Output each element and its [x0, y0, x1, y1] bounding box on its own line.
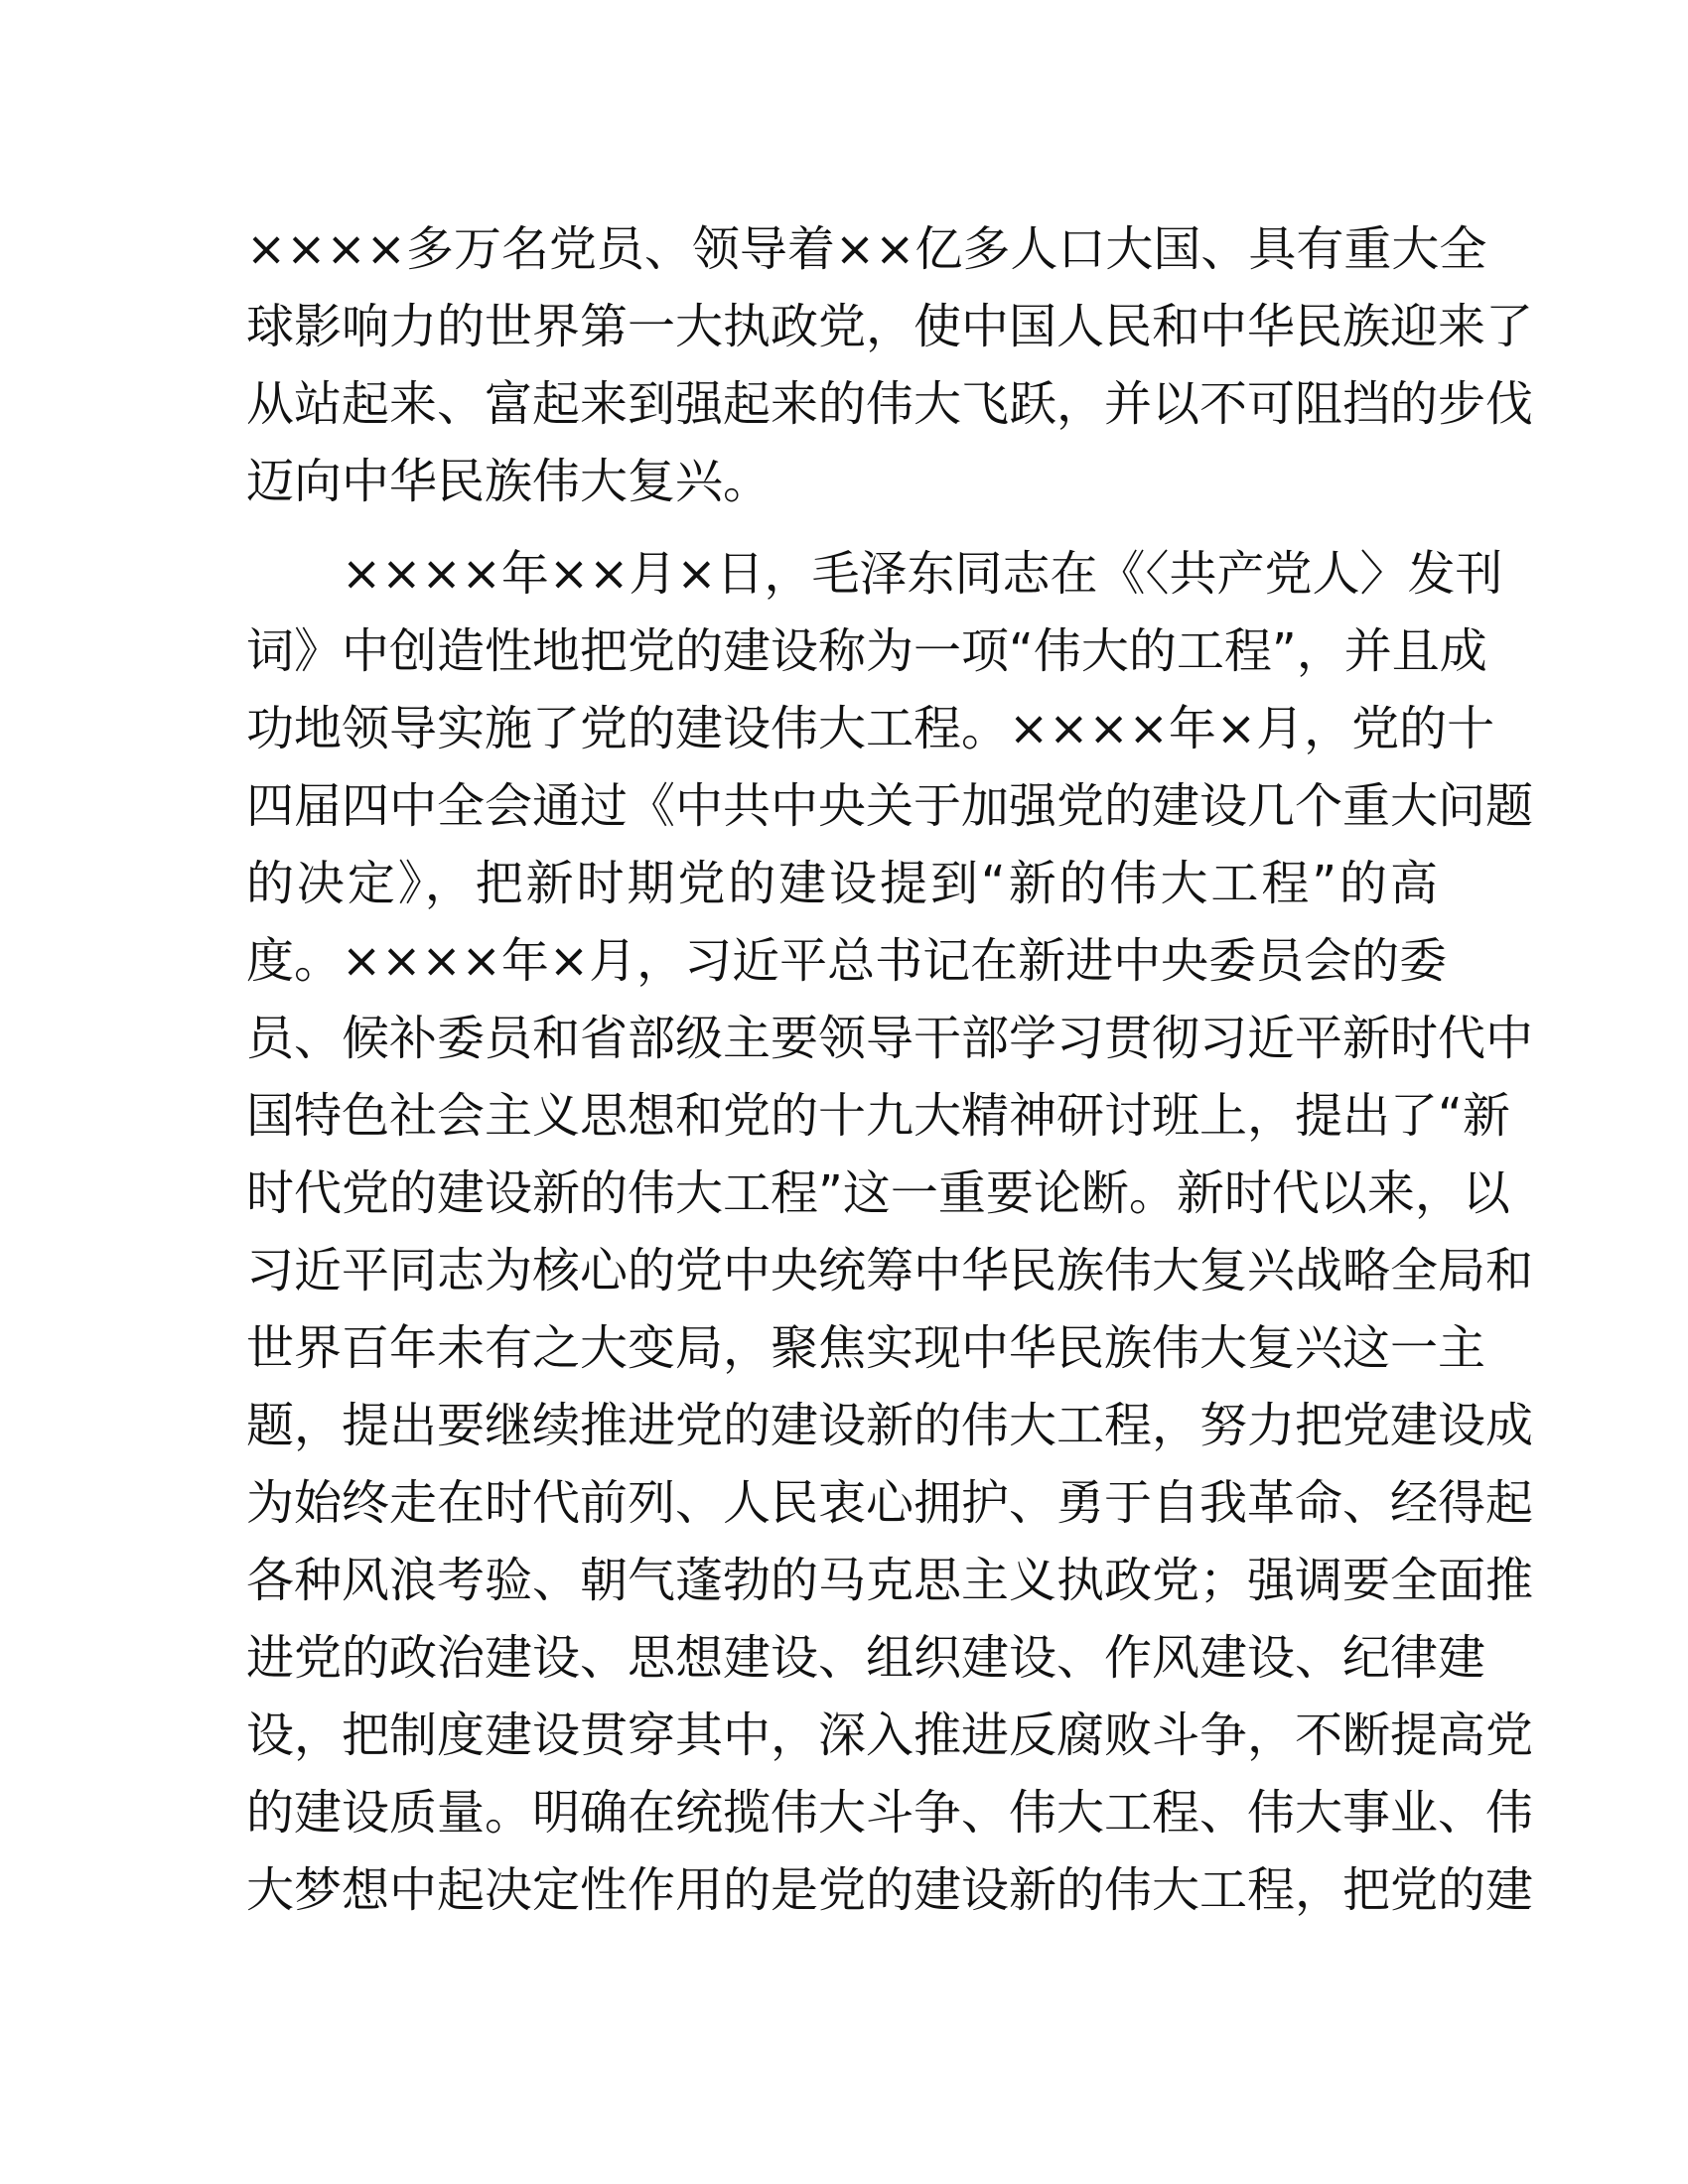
text-line: 大梦想中起决定性作用的是党的建设新的伟大工程，把党的建	[246, 1862, 1534, 1918]
text-line: 的建设质量。明确在统揽伟大斗争、伟大工程、伟大事业、伟	[246, 1785, 1534, 1841]
paragraph-1	[246, 210, 1534, 520]
text-line: 为始终走在时代前列、人民衷心拥护、勇于自我革命、经得起	[246, 1475, 1534, 1531]
paragraph-spacing	[246, 520, 1438, 535]
text-line: 的决定》，把新时期党的建设提到“新的伟大工程”的高	[246, 856, 1438, 911]
text-line: 迈向中华民族伟大复兴。	[246, 454, 772, 509]
text-line: 世界百年未有之大变局，聚焦实现中华民族伟大复兴这一主	[246, 1320, 1486, 1376]
text-line: ××××年××月×日，毛泽东同志在《〈共产党人〉发刊	[342, 546, 1503, 602]
text-line: 从站起来、富起来到强起来的伟大飞跃，并以不可阻挡的步伐	[246, 376, 1534, 432]
paragraph-2	[246, 535, 1534, 1929]
text-line: 时代党的建设新的伟大工程”这一重要论断。新时代以来，以	[246, 1165, 1510, 1221]
text-line: 题，提出要继续推进党的建设新的伟大工程，努力把党建设成	[246, 1398, 1534, 1453]
body-text	[246, 210, 1534, 1929]
text-line: 员、候补委员和省部级主要领导干部学习贯彻习近平新时代中	[246, 1011, 1534, 1066]
text-line: ××××多万名党员、领导着××亿多人口大国、具有重大全	[246, 221, 1487, 277]
text-line: 四届四中全会通过《中共中央关于加强党的建设几个重大问题	[246, 778, 1534, 834]
text-line: 词》中创造性地把党的建设称为一项“伟大的工程”，并且成	[246, 623, 1487, 679]
text-line: 习近平同志为核心的党中央统筹中华民族伟大复兴战略全局和	[246, 1243, 1534, 1298]
text-line: 功地领导实施了党的建设伟大工程。××××年×月，党的十	[246, 701, 1495, 756]
text-line: 设，把制度建设贯穿其中，深入推进反腐败斗争，不断提高党	[246, 1707, 1534, 1763]
text-line: 球影响力的世界第一大执政党，使中国人民和中华民族迎来了	[246, 299, 1534, 354]
text-line: 进党的政治建设、思想建设、组织建设、作风建设、纪律建	[246, 1630, 1486, 1686]
text-line: 各种风浪考验、朝气蓬勃的马克思主义执政党；强调要全面推	[246, 1553, 1534, 1608]
text-line: 度。××××年×月，习近平总书记在新进中央委员会的委	[246, 933, 1448, 989]
text-line: 国特色社会主义思想和党的十九大精神研讨班上，提出了“新	[246, 1088, 1510, 1144]
